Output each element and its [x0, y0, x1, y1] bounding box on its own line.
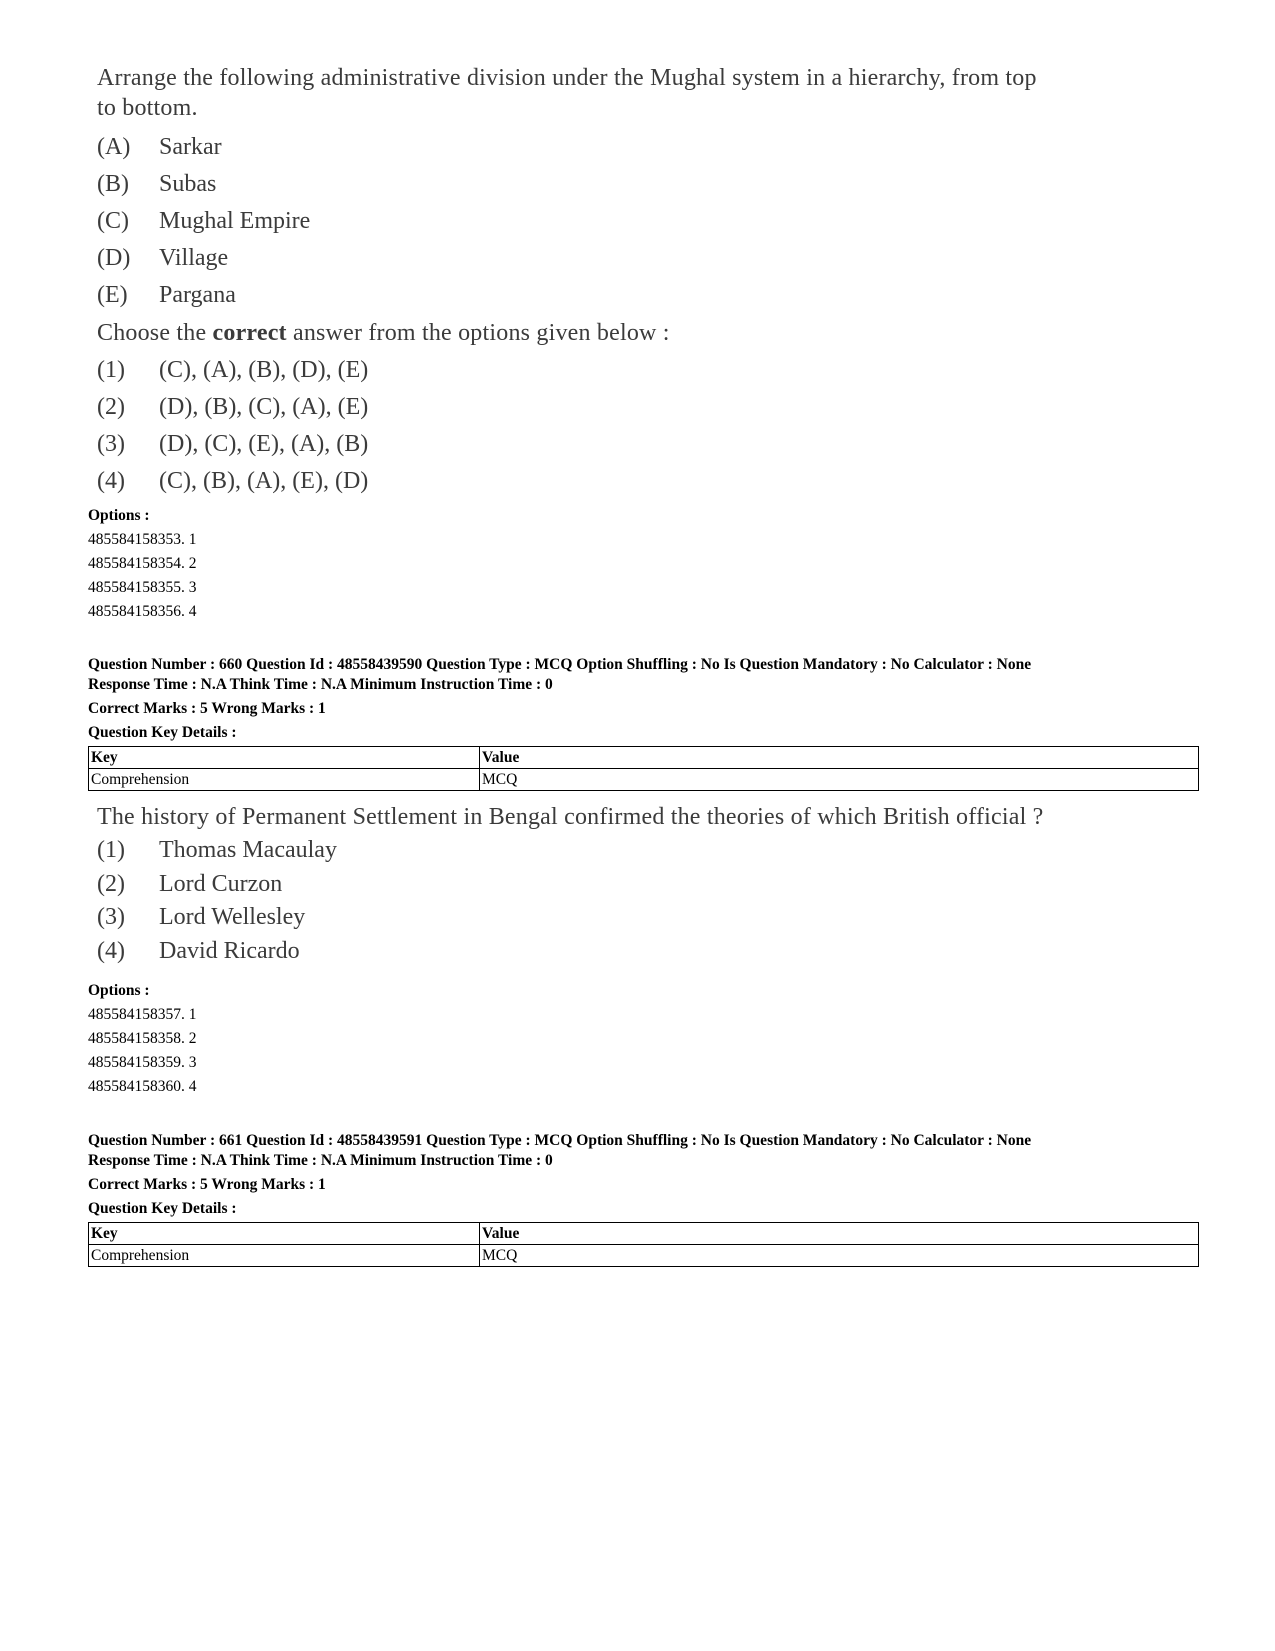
- options-block-660: [88, 979, 197, 1099]
- table-header-key: Key: [89, 1223, 480, 1245]
- options-title: Options :: [88, 982, 150, 999]
- option-id-line: 485584158358. 2: [88, 1030, 197, 1047]
- answer-row: (1) (C), (A), (B), (D), (E): [97, 357, 369, 383]
- item-row: (D) Village: [97, 245, 229, 271]
- question-stem-line-1: Arrange the following administrative division under the Mughal system in a hierarchy, from top: [97, 65, 1037, 91]
- options-title: Options :: [88, 507, 150, 524]
- marks-line: Correct Marks : 5 Wrong Marks : 1: [88, 1176, 326, 1193]
- item-row: (A) Sarkar: [97, 134, 222, 160]
- answer-row: (4) (C), (B), (A), (E), (D): [97, 468, 369, 494]
- table-row: [89, 769, 1199, 791]
- key-details-title: Question Key Details :: [88, 1200, 237, 1217]
- answer-row: (3) (D), (C), (E), (A), (B): [97, 431, 369, 457]
- answer-row: (3) Lord Wellesley: [97, 904, 306, 930]
- option-id-line: 485584158355. 3: [88, 579, 197, 596]
- question-image-660: [97, 802, 1044, 968]
- question-meta-line-1: Question Number : 660 Question Id : 48558439590 Question Type : MCQ Option Shuffling : No Is Question Mandatory : No Calculator : None: [88, 656, 1032, 673]
- item-list: [97, 129, 1037, 314]
- option-id-line: 485584158357. 1: [88, 1006, 197, 1023]
- option-id-line: 485584158359. 3: [88, 1054, 197, 1071]
- option-id-line: 485584158354. 2: [88, 555, 197, 572]
- answer-row: (4) David Ricardo: [97, 937, 300, 964]
- answer-row: (1) Thomas Macaulay: [97, 837, 337, 863]
- table-header-row: [89, 1223, 1199, 1245]
- key-details-table: [88, 1222, 1199, 1267]
- table-cell-value: MCQ: [480, 769, 1199, 791]
- option-id-line: 485584158353. 1: [88, 531, 197, 548]
- key-details-title: Question Key Details :: [88, 724, 237, 741]
- answer-row: (2) (D), (B), (C), (A), (E): [97, 394, 369, 420]
- question-meta-line-2: Response Time : N.A Think Time : N.A Minimum Instruction Time : 0: [88, 1152, 553, 1169]
- question-meta-line-2: Response Time : N.A Think Time : N.A Minimum Instruction Time : 0: [88, 676, 553, 693]
- table-header-key: Key: [89, 747, 480, 769]
- answer-list: [97, 834, 1044, 968]
- table-cell-key: Comprehension: [89, 769, 480, 791]
- table-row: [89, 1245, 1199, 1267]
- option-id-line: 485584158360. 4: [88, 1078, 197, 1095]
- answer-row: (2) Lord Curzon: [97, 870, 283, 897]
- question-stem: The history of Permanent Settlement in Bengal confirmed the theories of which British official ?: [97, 804, 1044, 830]
- item-row: (B) Subas: [97, 171, 217, 197]
- item-row: (E) Pargana: [97, 282, 236, 308]
- question-image-659: [97, 63, 1037, 500]
- item-row: (C) Mughal Empire: [97, 208, 311, 234]
- question-meta-661: [88, 1131, 1198, 1267]
- question-meta-660: [88, 655, 1198, 791]
- table-cell-key: Comprehension: [89, 1245, 480, 1267]
- table-header-value: Value: [480, 747, 1199, 769]
- key-details-table: [88, 746, 1199, 791]
- table-header-value: Value: [480, 1223, 1199, 1245]
- option-id-line: 485584158356. 4: [88, 603, 197, 620]
- table-cell-value: MCQ: [480, 1245, 1199, 1267]
- table-header-row: [89, 747, 1199, 769]
- options-block-659: [88, 504, 197, 624]
- question-stem-line-2: to bottom.: [97, 95, 198, 121]
- question-stem: [97, 63, 1037, 123]
- marks-line: Correct Marks : 5 Wrong Marks : 1: [88, 700, 326, 717]
- answer-list: [97, 352, 1037, 500]
- question-meta-line-1: Question Number : 661 Question Id : 48558439591 Question Type : MCQ Option Shuffling : No Is Question Mandatory : No Calculator : None: [88, 1132, 1032, 1149]
- choose-instruction: Choose the correct answer from the options given below :: [97, 320, 670, 346]
